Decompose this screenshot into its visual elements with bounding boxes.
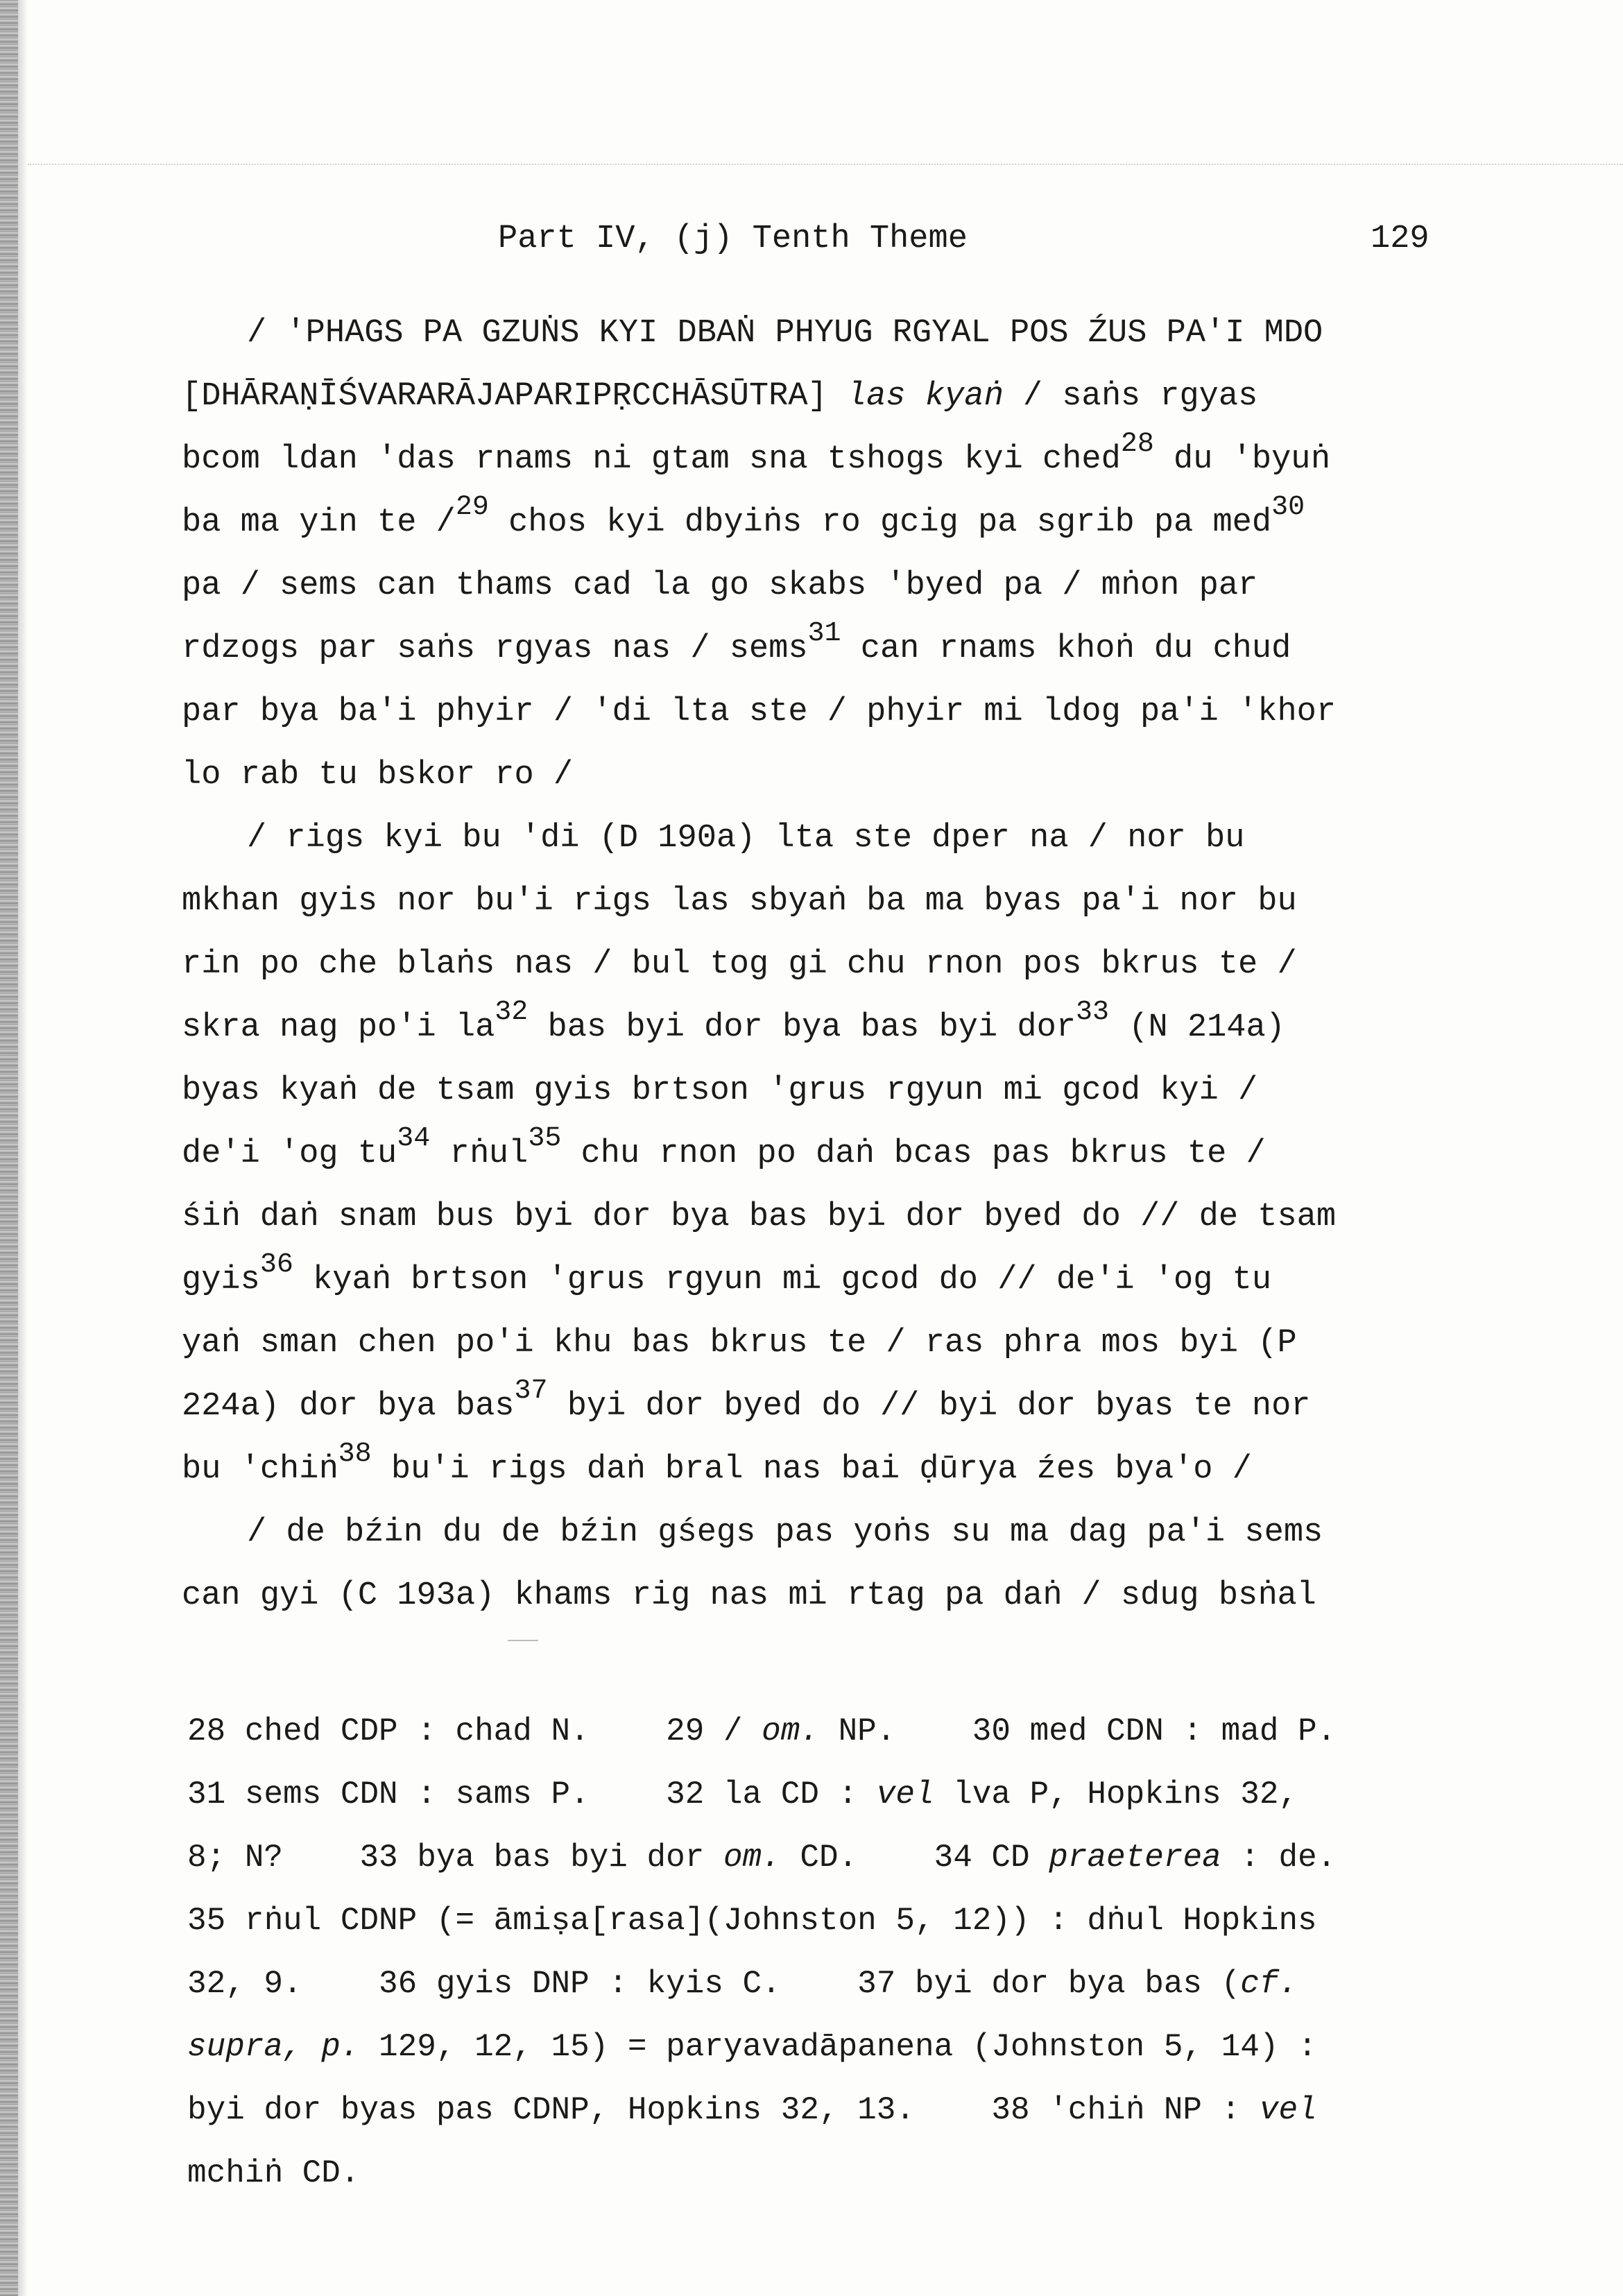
text-line: rdzogs par saṅs rgyas nas / sems$^{31}$ can rnams khoṅ du chud [182,618,1291,667]
footnote-ref: 34 [397,1123,431,1154]
footnote-line: 32, 9. 36 gyis DNP : kyis C. 37 byi dor bya bas (cf. [187,1966,1298,2002]
text-line: yaṅ sman chen po'i khu bas bkrus te / ras phra mos byi (P [182,1325,1297,1362]
text-line: śiṅ daṅ snam bus byi dor bya bas byi dor byed do // de tsam [182,1199,1337,1235]
scan-edge-fade [18,0,28,2296]
text-line: mkhan gyis nor bu'i rigs las sbyaṅ ba ma byas pa'i nor bu [182,883,1297,920]
text-line: bcom ldan 'das rnams ni gtam sna tshogs kyi ched$^{28}$ du 'byuṅ [182,429,1330,478]
text-line: lo rab tu bskor ro / [182,757,574,794]
page-number: 129 [1371,221,1429,257]
footnote-ref: 36 [259,1249,293,1280]
footnote-ref: 32 [495,997,529,1028]
footnote-ref: 33 [1076,997,1110,1028]
text-line: par bya ba'i phyir / 'di lta ste / phyir mi ldog pa'i 'khor [182,694,1337,730]
footnote-ref: 30 [1271,492,1305,523]
text-line: bu 'chiṅ$^{38}$ bu'i rigs daṅ bral nas bai ḍūrya źes bya'o / [182,1439,1252,1488]
footnote-line: 8; N? 33 bya bas byi dor om. CD. 34 CD praeterea : de. [187,1840,1337,1876]
main-text [182,302,1472,1627]
footnote-ref: 37 [514,1376,548,1407]
footnote-line: 35 rṅul CDNP (= āmiṣa[rasa](Johnston 5, 12)) : dṅul Hopkins [187,1903,1317,1939]
footnote-ref: 28 [1120,429,1154,460]
text-line: gyis$^{36}$ kyaṅ brtson 'grus rgyun mi gcod do // de'i 'og tu [182,1249,1272,1299]
footnote-line: mchiṅ CD. [187,2155,360,2191]
text-line: de'i 'og $tu^{34}$ rṅul$^{35}$ chu rnon po daṅ bcas pas bkrus te / [182,1123,1266,1172]
footnote-ref: 29 [455,492,489,523]
footnotes [187,1699,1491,2204]
text-line: ba ma yin te /$^{29}$ chos kyi dbyiṅs ro gcig pa sgrib pa med$^{30}$ [182,492,1305,541]
text-line: pa / sems can thams cad la go skabs 'byed pa / mṅon par [182,567,1258,604]
footnote-line: 31 sems CDN : sams P. 32 la CD : vel lva P, Hopkins 32, [187,1776,1298,1813]
text-line: skra nag po'i $la^{32}$ bas byi dor bya bas byi dor$^{33}$ (N 214a) [182,997,1285,1046]
scan-top-border [28,164,1623,165]
text-line: / de bźin du de bźin gśegs pas yoṅs su ma dag pa'i sems [247,1514,1323,1551]
text-line: rin po che blaṅs nas / bul tog gi chu rnon pos bkrus te / [182,946,1297,983]
running-header: Part IV, (j) Tenth Theme [498,221,968,257]
text-line: byas kyaṅ de tsam gyis brtson 'grus rgyun mi gcod kyi / [182,1072,1258,1109]
text-line: [DHĀRAṆĪŚVARARĀJAPARIPṚCCHĀSŪTRA] las kyaṅ / saṅs rgyas [182,378,1258,415]
scan-edge-shadow [0,0,18,2296]
footnote-line: supra, p. 129, 12, 15) = paryavadāpanena (Johnston 5, 14) : [187,2029,1317,2065]
footnote-ref: 35 [528,1123,562,1154]
footnote-divider [508,1640,538,1641]
text-line: 224a) dor bya bas$^{37}$ byi dor byed do // byi dor byas te nor [182,1376,1311,1425]
footnote-ref: 38 [338,1439,372,1470]
text-line: / rigs kyi bu 'di (D 190a) lta ste dper na / nor bu [247,820,1245,857]
text-line: can gyi (C 193a) khams rig nas mi rtag pa daṅ / sdug bsṅal [182,1577,1316,1614]
footnote-line: 28 ched CDP : chad N. 29 / om. NP. 30 med CDN : mad P. [187,1713,1337,1749]
footnote-ref: 31 [807,618,841,649]
text-line: / 'PHAGS PA GZUṄS KYI DBAṄ PHYUG RGYAL POS ŹUS PA'I MDO [247,315,1323,352]
footnote-line: byi dor byas pas CDNP, Hopkins 32, 13. 38 'chiṅ NP : vel [187,2092,1317,2128]
